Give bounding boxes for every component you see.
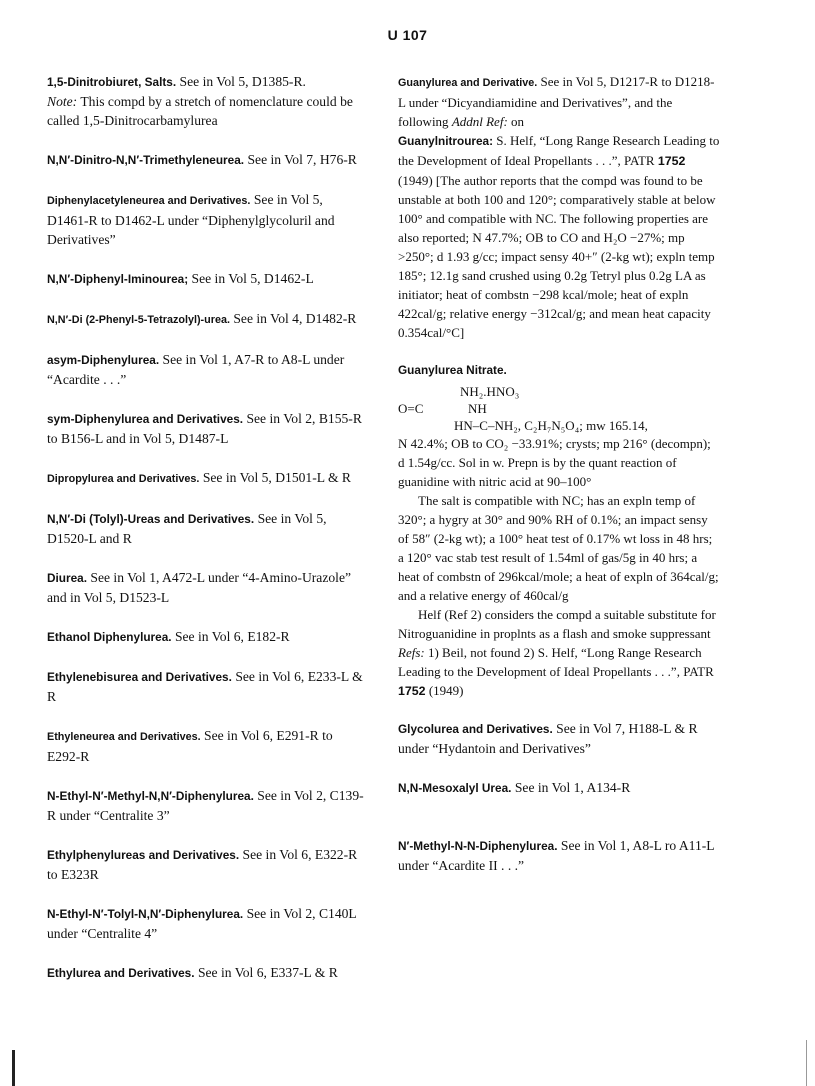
headword: N,N′-Di (Tolyl)-Ureas and Derivatives.: [47, 512, 255, 526]
headword: N-Ethyl-N′-Methyl-N,N′-Diphenylurea.: [47, 789, 254, 803]
headword: N,N-Mesoxalyl Urea.: [398, 781, 512, 795]
entry-text: See in Vol 2, C140L under “Centralite 4”: [47, 906, 357, 941]
right-column: [398, 72, 720, 895]
entry-text: See in Vol 2, C139-R under “Centralite 3”: [47, 788, 364, 823]
entry-text: See in Vol 5, D1217-R to D1218-L under “Dicyandiamidine and Derivatives”, and the following: [398, 74, 715, 129]
entry-ethyleneurea: [47, 726, 365, 766]
structural-formula: [398, 382, 720, 434]
binding-edge-line: [12, 1050, 15, 1086]
patr-number: 1752: [657, 154, 686, 168]
entry-text: See in Vol 5, D1501-L & R: [202, 470, 351, 485]
entry-dipropylurea: [47, 468, 365, 489]
entry-mesoxalyl-urea: [398, 778, 720, 798]
formula-nh2: NH₂.HNO₃: [460, 384, 520, 399]
headword: sym-Diphenylurea and Derivatives.: [47, 412, 244, 426]
entry-di-tolyl-ureas: [47, 509, 365, 548]
headword: Ethyleneurea and Derivatives.: [47, 731, 201, 743]
headword: Ethylphenylureas and Derivatives.: [47, 848, 240, 862]
headword: Ethylenebisurea and Derivatives.: [47, 670, 232, 684]
entry-text: See in Vol 1, A472-L under “4-Amino-Urazole” and in Vol 5, D1523-L: [47, 570, 352, 605]
entry-ethylenebisurea: [47, 667, 365, 706]
entry-ethyl-methyl-diphenylurea: [47, 786, 365, 825]
entry-ethylurea: [47, 963, 365, 983]
headword: Guanylurea and Derivative.: [398, 77, 538, 89]
headword: N,N′-Di (2-Phenyl-5-Tetrazolyl)-urea.: [47, 314, 230, 326]
entry-text: See in Vol 4, D1482-R: [233, 311, 357, 326]
entry-text: See in Vol 5, D1520-L and R: [47, 511, 327, 546]
entry-sym-diphenylurea: [47, 409, 365, 448]
nitrate-para1: N 42.4%; OB to CO₂ −33.91%; crysts; mp 216° (decompn); d 1.54g/cc. Sol in w. Prepn is by the quant reaction of guanidine with nitric acid at 90–100°: [398, 436, 711, 489]
refs-text-tail: (1949): [428, 683, 464, 698]
entry-ethyl-tolyl-diphenylurea: [47, 904, 365, 943]
entry-guanylurea: [398, 72, 720, 342]
page-number: U 107: [387, 27, 428, 43]
entry-text-tail: on: [511, 114, 525, 129]
headword: Glycolurea and Derivatives.: [398, 722, 553, 736]
entry-text: See in Vol 5, D1385-R.: [179, 74, 306, 89]
entry-text: See in Vol 5, D1462-L: [191, 271, 314, 286]
entry-text: See in Vol 7, H76-R: [247, 152, 357, 167]
addnl-ref-label: Addnl Ref:: [451, 114, 508, 129]
entry-dinitro-trimethyleneurea: [47, 150, 365, 170]
headword: N,N′-Diphenyl-Iminourea;: [47, 272, 189, 286]
right-edge-line: [806, 1040, 807, 1086]
headword: N,N′-Dinitro-N,N′-Trimethyleneurea.: [47, 153, 245, 167]
refs-text: 1) Beil, not found 2) S. Helf, “Long Range Research Leading to the Development of Ideal Propellants . . .”, PATR: [398, 645, 714, 679]
entry-text: See in Vol 5, D1461-R to D1462-L under “Diphenylglycoluril and Derivatives”: [47, 192, 335, 247]
entry-diphenyl-iminourea: [47, 269, 365, 289]
headword: Dipropylurea and Derivatives.: [47, 473, 200, 485]
entry-text: See in Vol 1, A7-R to A8-L under “Acardite . . .”: [47, 352, 345, 387]
entry-text: See in Vol 1, A8-L ro A11-L under “Acardite II . . .”: [398, 838, 715, 873]
guanylnitrourea-text: S. Helf, “Long Range Research Leading to the Development of Ideal Propellants . . .”, PATR: [398, 133, 720, 168]
refs-label: Refs:: [398, 645, 425, 660]
left-column: [47, 72, 365, 1003]
entry-asym-diphenylurea: [47, 350, 365, 389]
headword: Diphenylacetyleneurea and Derivatives.: [47, 195, 251, 207]
entry-methyl-diphenylurea: [398, 836, 720, 875]
entry-di-phenyl-tetrazolyl-urea: [47, 309, 365, 330]
entry-text: See in Vol 6, E233-L & R: [47, 669, 363, 704]
formula-nh: NH: [468, 401, 487, 416]
headword: 1,5-Dinitrobiuret, Salts.: [47, 75, 177, 89]
entry-text: See in Vol 6, E291-R to E292-R: [47, 728, 333, 764]
nitrate-para2: The salt is compatible with NC; has an expln temp of 320°; a hygry at 30° and 90% RH of 0.1%; an impact sensy of 58″ (2-kg wt); a 100° heat test of 0.17% wt loss in 48 hrs; a 120° vac stab test result of 1.54ml of gas/5g in 40 hrs; a heat of combstn of 296kcal/mole; a heat of expln of 364cal/g; and a relative energy of 460cal/g: [398, 493, 719, 603]
nitrate-para3: Helf (Ref 2) considers the compd a suitable substitute for Nitroguanidine in proplnts as a flash and smoke suppressant: [398, 607, 716, 641]
headword: asym-Diphenylurea.: [47, 353, 160, 367]
formula-line: HN–C–NH₂, C₂H₇N₅O₄; mw 165.14,: [454, 418, 648, 433]
entry-ethylphenylureas: [47, 845, 365, 884]
formula-oc: O=C: [398, 401, 424, 416]
guanylnitrourea-text-tail: (1949) [The author reports that the compd was found to be unstable at both 100 and 120°; comparatively stable at below 100° and compatible with NC. The following properties are also reported; N 47.7%; OB to CO and H₂O −27%; mp >250°; d 1.93 g/cc; impact sensy 40+″ (2-kg wt); expln temp 185°; 12.1g sand crushed using 0.2g Tetryl plus 0.2g LA as initiator; heat of combstn −298 kcal/mole; heat of expln 422cal/g; relative energy −312cal/g; and mean heat capacity 0.354cal/°C]: [398, 173, 716, 340]
entry-text: See in Vol 2, B155-R to B156-L and in Vol 5, D1487-L: [47, 411, 362, 446]
entry-dinitrobiuret: [47, 72, 365, 130]
headword-guanylnitrourea: Guanylnitrourea:: [398, 134, 494, 148]
headword: N′-Methyl-N-N-Diphenylurea.: [398, 839, 558, 853]
headword: Diurea.: [47, 571, 87, 585]
entry-text: See in Vol 1, A134-R: [514, 780, 631, 795]
headword: Guanylurea Nitrate.: [398, 363, 507, 377]
refs-patr-number: 1752: [398, 684, 426, 698]
entry-text: See in Vol 6, E182-R: [174, 629, 290, 644]
headword: N-Ethyl-N′-Tolyl-N,N′-Diphenylurea.: [47, 907, 244, 921]
entry-glycolurea: [398, 719, 720, 758]
entry-text: See in Vol 7, H188-L & R under “Hydantoin and Derivatives”: [398, 721, 698, 756]
note-label: Note:: [47, 94, 78, 109]
entry-text: See in Vol 6, E322-R to E323R: [47, 847, 358, 882]
entry-diurea: [47, 568, 365, 607]
entry-text: See in Vol 6, E337-L & R: [197, 965, 338, 980]
headword: Ethylurea and Derivatives.: [47, 966, 195, 980]
note-text: This compd by a stretch of nomenclature could be called 1,5-Dinitrocarbamylurea: [47, 94, 353, 128]
entry-ethanol-diphenylurea: [47, 627, 365, 647]
entry-diphenylacetyleneurea: [47, 190, 365, 249]
headword: Ethanol Diphenylurea.: [47, 630, 172, 644]
entry-guanylurea-nitrate: [398, 360, 720, 701]
